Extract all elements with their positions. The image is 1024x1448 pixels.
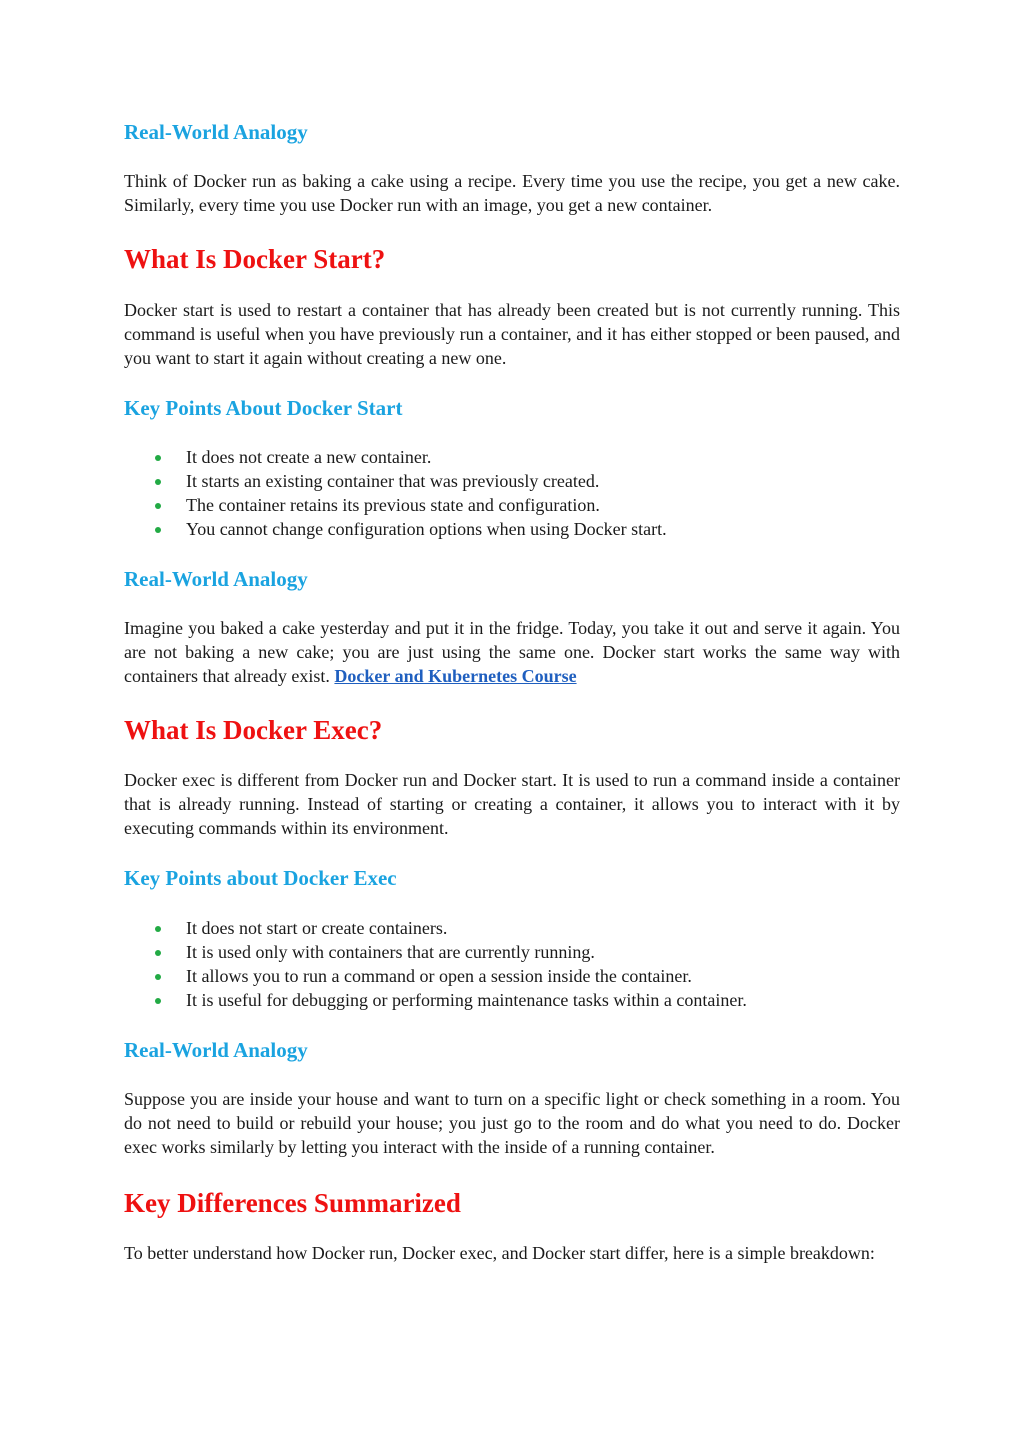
list-item <box>124 445 900 469</box>
docker-exec-key-points-list <box>124 916 900 1012</box>
docker-exec-key-points-heading: Key Points about Docker Exec <box>124 866 397 891</box>
docker-start-heading: What Is Docker Start? <box>124 244 386 275</box>
analogy-heading-run: Real-World Analogy <box>124 120 308 144</box>
list-item-text: It starts an existing container that was previously created. <box>186 470 600 491</box>
analogy-text-start <box>124 616 900 688</box>
bullet-icon <box>155 950 161 956</box>
list-item-text: The container retains its previous state and configuration. <box>186 494 600 515</box>
docker-exec-heading: What Is Docker Exec? <box>124 714 383 745</box>
bullet-icon <box>155 479 161 485</box>
list-item <box>124 517 900 541</box>
docker-kubernetes-course-link[interactable]: Docker and Kubernetes Course <box>334 665 577 686</box>
docker-exec-intro: Docker exec is different from Docker run and Docker start. It is used to run a command inside a container that is already running. Instead of starting or creating a container, it allows you to interact with it by executing commands within its environment. <box>124 770 900 839</box>
analogy-text-exec: Suppose you are inside your house and want to turn on a specific light or check something in a room. You do not need to build or rebuild your house; you just go to the room and do what you need to do. Docker exec works similarly by letting you interact with the inside of a running container. <box>124 1088 900 1157</box>
list-item-text: It is useful for debugging or performing maintenance tasks within a container. <box>186 989 747 1010</box>
list-item <box>124 469 900 493</box>
list-item <box>124 916 900 940</box>
list-item-text: It allows you to run a command or open a session inside the container. <box>186 965 692 986</box>
list-item-text: You cannot change configuration options when using Docker start. <box>186 518 667 539</box>
bullet-icon <box>155 527 161 533</box>
bullet-icon <box>155 455 161 461</box>
summary-heading: Key Differences Summarized <box>124 1187 461 1218</box>
list-item <box>124 493 900 517</box>
list-item <box>124 940 900 964</box>
list-item-text: It does not create a new container. <box>186 446 432 467</box>
analogy-text-start-body: Imagine you baked a cake yesterday and put it in the fridge. Today, you take it out and serve it again. You are not baking a new cake; you are just using the same one. Docker start works the same way with containers that already exist. <box>124 617 900 686</box>
docker-start-key-points-list <box>124 445 900 541</box>
bullet-icon <box>155 974 161 980</box>
analogy-heading-exec: Real-World Analogy <box>124 1037 308 1062</box>
list-item-text: It does not start or create containers. <box>186 917 448 938</box>
list-item <box>124 988 900 1012</box>
document-page <box>124 120 900 1265</box>
summary-text: To better understand how Docker run, Docker exec, and Docker start differ, here is a simple breakdown: <box>124 1243 875 1264</box>
bullet-icon <box>155 926 161 932</box>
analogy-text-run: Think of Docker run as baking a cake using a recipe. Every time you use the recipe, you get a new cake. Similarly, every time you use Docker run with an image, you get a new container. <box>124 171 900 216</box>
docker-start-key-points-heading: Key Points About Docker Start <box>124 395 403 420</box>
bullet-icon <box>155 998 161 1004</box>
list-item-text: It is used only with containers that are currently running. <box>186 941 595 962</box>
docker-start-intro: Docker start is used to restart a container that has already been created but is not currently running. This command is useful when you have previously run a container, and it has either stopped or been paused, and you want to start it again without creating a new one. <box>124 299 900 368</box>
list-item <box>124 964 900 988</box>
analogy-heading-start: Real-World Analogy <box>124 566 308 591</box>
bullet-icon <box>155 503 161 509</box>
